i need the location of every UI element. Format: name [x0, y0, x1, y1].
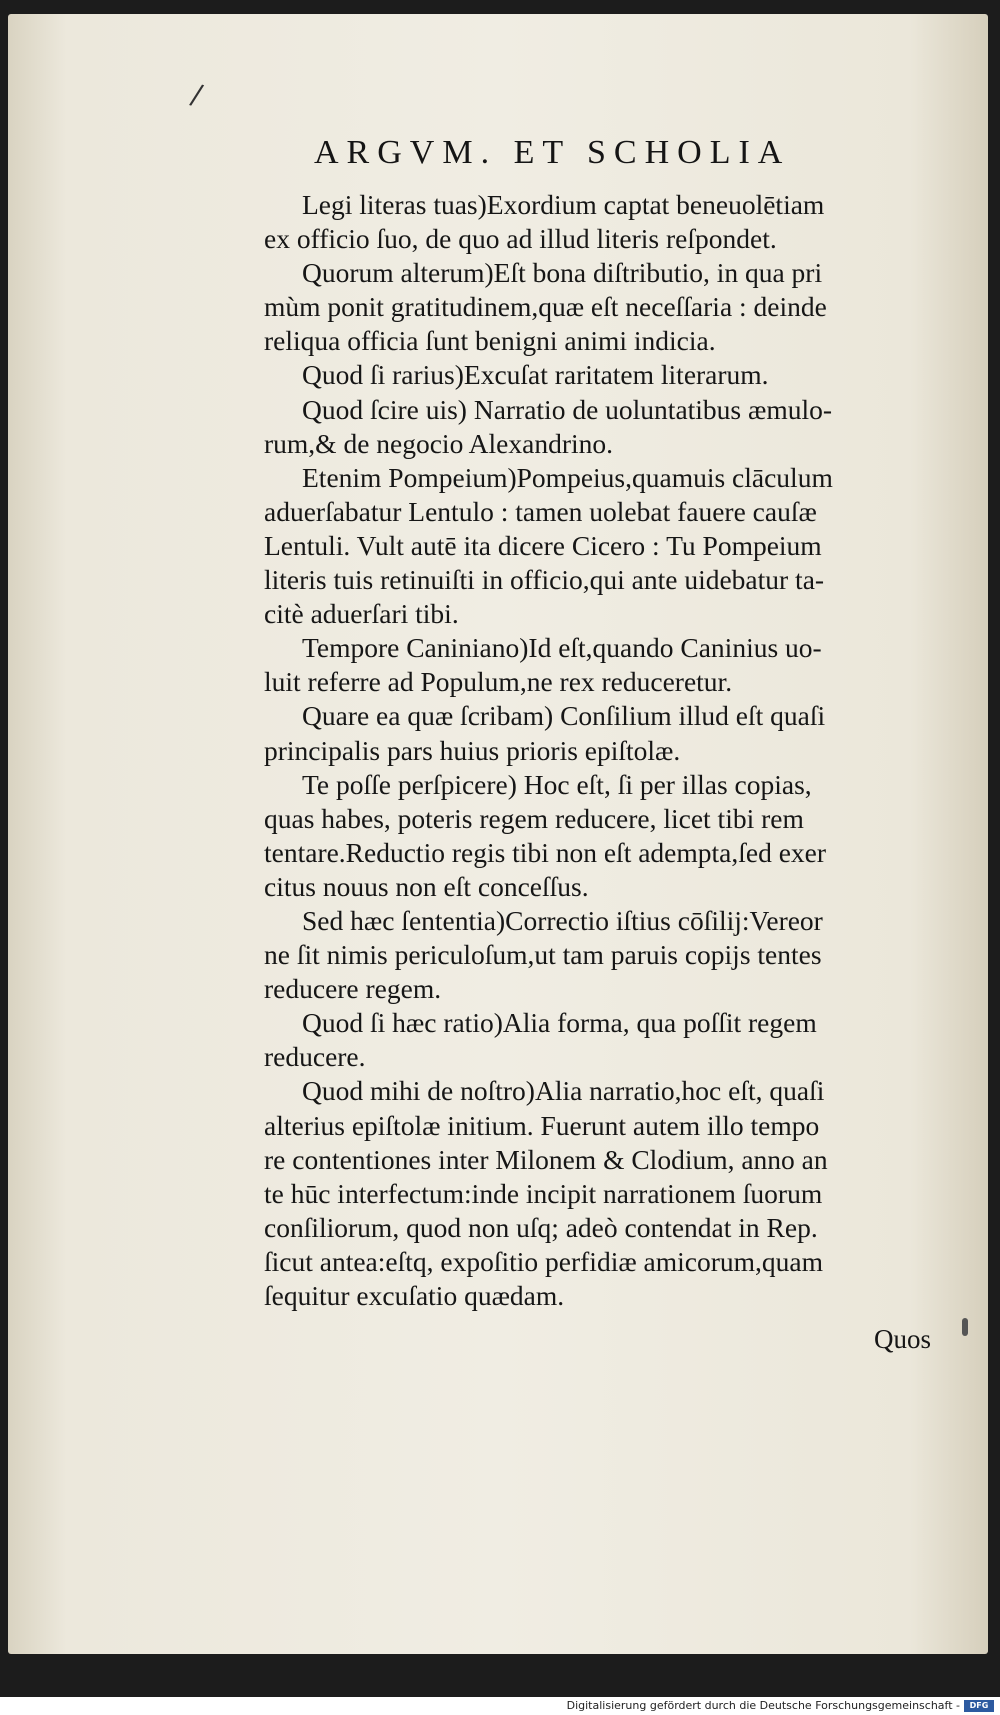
body-text	[264, 188, 924, 1313]
paragraph: Etenim Pompeium)Pompeius,quamuis clāculum aduerſabatur Lentulo : tamen uolebat fauere cauſæ Lentuli. Vult autē ita dicere Cicero : Tu Pompeium literis tuis retinuiſti in officio,qui ante uidebatur ta- citè aduerſari tibi.	[264, 461, 833, 630]
paragraph: Quod ſi rarius)Excuſat raritatem literarum.	[302, 359, 769, 391]
funding-notice: Digitalisierung gefördert durch die Deutsche Forschungsgemeinschaft -	[566, 1699, 960, 1712]
paragraph: Quod mihi de noſtro)Alia narratio,hoc eſt, quaſi alterius epiſtolæ initium. Fuerunt autem illo tempo re contentiones inter Milonem & Clodium, anno an te hūc interfectum:inde incipit narrationem ſuorum conſiliorum, quod non uſq; adeò contendat in Rep. ſicut antea:eſtq, expoſitio perfidiæ amicorum,quam ſequitur excuſatio quædam.	[264, 1075, 828, 1311]
paragraph: Legi literas tuas)Exordium captat beneuolētiam ex officio ſuo, de quo ad illud literis reſpondet.	[264, 189, 825, 255]
paragraph: Quorum alterum)Eſt bona diſtributio, in qua pri mùm ponit gratitudinem,quæ eſt neceſſaria : deinde reliqua officia ſunt benigni animi indicia.	[264, 257, 827, 357]
running-head: ARGVM. ET SCHOLIA	[314, 134, 791, 171]
paragraph: Te poſſe perſpicere) Hoc eſt, ſi per illas copias, quas habes, poteris regem reducere, licet tibi rem tentare.Reductio regis tibi non eſt adempta,ſed exer citus nouus non eſt conceſſus.	[264, 768, 827, 902]
dfg-logo-icon: DFG	[964, 1700, 994, 1712]
paragraph: Quare ea quæ ſcribam) Conſilium illud eſt quaſi principalis pars huius prioris epiſtolæ.	[264, 700, 826, 766]
paragraph: Quod ſcire uis) Narratio de uoluntatibus æmulo- rum,& de negocio Alexandrino.	[264, 393, 833, 459]
catchword: Quos	[874, 1324, 932, 1354]
paragraph: Quod ſi hæc ratio)Alia forma, qua poſſit regem reducere.	[264, 1007, 817, 1073]
binding-mark	[962, 1318, 968, 1336]
book-page	[8, 14, 988, 1654]
paragraph: Sed hæc ſententia)Correctio iſtius cōſilij:Vereor ne ſit nimis periculoſum,ut tam paruis copijs tentes reducere regem.	[264, 904, 823, 1005]
paragraph: Tempore Caniniano)Id eſt,quando Caninius uo- luit referre ad Populum,ne rex reduceretur.	[264, 632, 822, 698]
margin-mark: /	[187, 77, 206, 112]
